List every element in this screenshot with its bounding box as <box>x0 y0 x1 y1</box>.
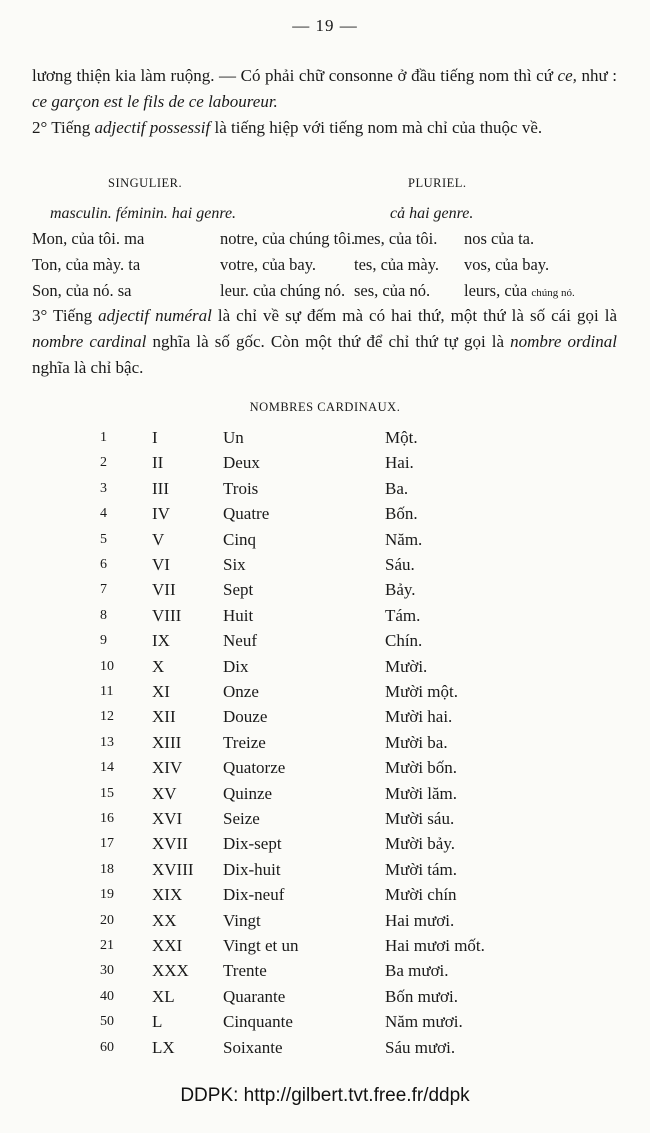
roman-numeral: XVI <box>152 809 183 828</box>
french-name: Cinquante <box>223 1012 293 1032</box>
arabic-numeral: 13 <box>100 734 114 750</box>
cardinal-row <box>0 530 650 555</box>
roman-numeral: V <box>152 529 165 549</box>
french-name: Quatre <box>223 504 270 524</box>
paragraph-text: lương thiện kia làm ruộng. — Có phải chữ consonne ở đầu tiếng nom thì cứ <box>32 66 558 85</box>
italic-term: nombre ordinal <box>510 332 617 351</box>
french-name: Cinq <box>223 529 257 549</box>
cardinal-row <box>0 1038 650 1063</box>
possessive-cell: mes, của tôi. <box>354 229 438 248</box>
vietnamese-name: Mười hai. <box>385 707 453 727</box>
arabic-numeral: 50 <box>100 1014 114 1030</box>
possessive-cell <box>464 255 549 275</box>
french-name: Trente <box>223 961 267 981</box>
vietnamese-name: Sáu. <box>385 555 415 574</box>
roman-numeral: XII <box>152 707 176 727</box>
roman-numeral: I <box>152 428 158 447</box>
paragraph-possessive <box>32 115 617 141</box>
vietnamese-name: Chín. <box>385 631 423 651</box>
roman-numeral: XX <box>152 910 177 930</box>
french-name: Huit <box>223 605 254 625</box>
french-name: Six <box>223 555 246 574</box>
french-name: Dix-huit <box>223 859 281 879</box>
paragraph-text: là tiếng hiệp với tiếng nom mà chỉ của thuộc về. <box>210 118 543 137</box>
french-name: Dix-sept <box>223 834 282 854</box>
possessive-cell <box>464 229 534 249</box>
cardinal-row <box>0 682 650 707</box>
vietnamese-name: Mười lăm. <box>385 783 458 803</box>
cardinal-row <box>0 504 650 529</box>
roman-numeral: IV <box>152 504 170 524</box>
cardinal-row <box>0 733 650 758</box>
vietnamese-name: Hai mươi. <box>385 910 455 930</box>
vietnamese-name: Hai mươi mốt. <box>385 936 485 955</box>
vietnamese-name: Mười bốn. <box>385 758 458 778</box>
roman-numeral: VII <box>152 580 176 600</box>
arabic-numeral: 19 <box>100 887 114 903</box>
vietnamese-name: Một. <box>385 428 418 447</box>
vietnamese-name: Tám. <box>385 605 421 625</box>
vietnamese-name: Ba. <box>385 478 409 498</box>
arabic-numeral: 4 <box>100 506 107 522</box>
arabic-numeral: 1 <box>100 430 107 445</box>
french-name: Vingt <box>223 910 261 930</box>
roman-numeral: VI <box>152 555 170 574</box>
cardinal-row <box>0 606 650 631</box>
vietnamese-name: Năm. <box>385 529 423 549</box>
french-name: Dix-neuf <box>223 885 285 905</box>
cardinal-row <box>0 885 650 910</box>
vietnamese-name: Sáu mươi. <box>385 1037 456 1057</box>
arabic-numeral: 21 <box>100 938 114 953</box>
french-name: Deux <box>223 453 260 473</box>
arabic-numeral: 60 <box>100 1039 114 1055</box>
cardinal-row <box>0 860 650 885</box>
vietnamese-name: Bốn. <box>385 504 418 524</box>
cardinal-row <box>0 911 650 936</box>
french-name: Seize <box>223 809 260 828</box>
cardinal-row <box>0 657 650 682</box>
roman-numeral: XL <box>152 986 175 1006</box>
cardinal-row <box>0 987 650 1012</box>
roman-numeral: XVIII <box>152 859 194 879</box>
roman-numeral: II <box>152 453 164 473</box>
cardinals-title: NOMBRES CARDINAUX. <box>249 400 401 414</box>
cardinal-row <box>0 479 650 504</box>
french-name: Un <box>223 428 244 447</box>
arabic-numeral: 10 <box>100 658 114 674</box>
possessive-row <box>32 229 632 255</box>
roman-numeral: XIX <box>152 885 183 905</box>
arabic-numeral: 30 <box>100 963 114 979</box>
possessive-cell: Son, của nó. sa <box>32 281 132 300</box>
arabic-numeral: 20 <box>100 912 114 928</box>
arabic-numeral: 5 <box>100 531 107 547</box>
vietnamese-name: Mười sáu. <box>385 809 455 828</box>
french-name: Douze <box>223 707 268 727</box>
possessive-cell: Ton, của mày. ta <box>32 255 141 274</box>
footer-credit: DDPK: http://gilbert.tvt.free.fr/ddpk <box>180 1085 470 1106</box>
roman-numeral: XIII <box>152 732 182 752</box>
possessive-cell <box>464 281 575 301</box>
roman-numeral: XIV <box>152 758 183 778</box>
french-name: Quarante <box>223 986 286 1006</box>
possessive-cell-small: chúng nó. <box>531 287 575 299</box>
french-name: Quinze <box>223 783 273 803</box>
vietnamese-name: Năm mươi. <box>385 1012 463 1032</box>
paragraph-intro <box>32 63 617 115</box>
possessive-cell-text: leurs, của <box>464 281 532 300</box>
roman-numeral: XV <box>152 783 177 803</box>
arabic-numeral: 2 <box>100 455 107 471</box>
possessive-cell: tes, của mày. <box>354 255 440 274</box>
arabic-numeral: 16 <box>100 811 114 826</box>
arabic-numeral: 18 <box>100 861 114 877</box>
paragraph-text: nghĩa là chỉ bậc. <box>32 358 144 377</box>
page-number: — 19 — <box>292 16 358 35</box>
cardinal-row <box>0 453 650 478</box>
roman-numeral: IX <box>152 631 170 651</box>
cardinal-row <box>0 555 650 580</box>
possessive-cell: Mon, của tôi. ma <box>32 229 145 248</box>
vietnamese-name: Ba mươi. <box>385 961 449 981</box>
french-name: Dix <box>223 656 249 676</box>
singular-header: SINGULIER. <box>108 176 183 190</box>
arabic-numeral: 12 <box>100 709 114 725</box>
cardinal-row <box>0 1012 650 1037</box>
vietnamese-name: Bốn mươi. <box>385 986 458 1006</box>
vietnamese-name: Hai. <box>385 453 414 473</box>
plural-header: PLURIEL. <box>408 176 467 190</box>
french-name: Soixante <box>223 1037 283 1057</box>
possessive-cell: votre, của bay. <box>220 255 317 274</box>
italic-term: adjectif numéral <box>98 306 212 325</box>
roman-numeral: L <box>152 1012 163 1032</box>
roman-numeral: XXX <box>152 961 189 981</box>
possessive-cell-text: nos của ta. <box>464 229 535 248</box>
paragraph-numeral <box>32 303 617 381</box>
italic-term: nombre cardinal <box>32 332 147 351</box>
italic-example: ce garçon est le fils de ce laboureur. <box>32 92 278 111</box>
french-name: Treize <box>223 732 266 752</box>
cardinal-row <box>0 428 650 453</box>
cardinal-row <box>0 936 650 961</box>
possessive-cell-text: vos, của bay. <box>464 255 550 274</box>
french-name: Neuf <box>223 631 257 651</box>
vietnamese-name: Mười ba. <box>385 732 448 752</box>
italic-term: adjectif possessif <box>94 118 211 137</box>
cardinal-row <box>0 758 650 783</box>
vietnamese-name: Mười. <box>385 656 428 676</box>
paragraph-text: nghĩa là số gốc. Còn một thứ để chỉ thứ tự gọi là <box>146 332 511 351</box>
arabic-numeral: 9 <box>100 633 107 649</box>
roman-numeral: XI <box>152 682 170 701</box>
singular-genders: masculin. féminin. hai genre. <box>50 205 237 222</box>
arabic-numeral: 3 <box>100 480 107 496</box>
roman-numeral: XVII <box>152 834 188 854</box>
arabic-numeral: 40 <box>100 988 114 1004</box>
possessive-cell: notre, của chúng tôi. <box>220 229 356 248</box>
cardinal-row <box>0 631 650 656</box>
arabic-numeral: 11 <box>100 684 114 699</box>
cardinal-row <box>0 961 650 986</box>
vietnamese-name: Mười một. <box>385 682 458 701</box>
french-name: Sept <box>223 580 254 600</box>
vietnamese-name: Mười chín <box>385 885 457 905</box>
possessive-cell: leur. của chúng nó. <box>220 281 346 300</box>
french-name: Trois <box>223 478 259 498</box>
roman-numeral: VIII <box>152 605 182 625</box>
vietnamese-name: Mười bảy. <box>385 834 455 854</box>
roman-numeral: XXI <box>152 936 183 955</box>
arabic-numeral: 8 <box>100 607 107 623</box>
cardinal-row <box>0 784 650 809</box>
possessive-cell: ses, của nó. <box>354 281 431 300</box>
cardinal-row <box>0 834 650 859</box>
paragraph-text: 3° Tiếng <box>32 306 99 325</box>
french-name: Quatorze <box>223 758 286 778</box>
paragraph-text: là chỉ về sự đếm mà có hai thứ, một thứ là số cái gọi là <box>211 306 617 325</box>
french-name: Vingt et un <box>223 936 299 955</box>
arabic-numeral: 7 <box>100 582 107 598</box>
paragraph-text: 2° Tiếng <box>32 118 95 137</box>
vietnamese-name: Mười tám. <box>385 859 458 879</box>
roman-numeral: X <box>152 656 165 676</box>
plural-genders: cả hai genre. <box>390 205 474 222</box>
roman-numeral: III <box>152 478 169 498</box>
cardinal-row <box>0 580 650 605</box>
arabic-numeral: 17 <box>100 836 114 852</box>
french-name: Onze <box>223 682 259 701</box>
possessive-row <box>32 255 632 281</box>
italic-term: ce, <box>557 66 577 85</box>
arabic-numeral: 15 <box>100 785 114 801</box>
arabic-numeral: 6 <box>100 557 107 572</box>
cardinal-row <box>0 707 650 732</box>
arabic-numeral: 14 <box>100 760 114 776</box>
paragraph-text: như : <box>576 66 618 85</box>
cardinal-row <box>0 809 650 834</box>
roman-numeral: LX <box>152 1037 175 1057</box>
vietnamese-name: Bảy. <box>385 580 416 600</box>
